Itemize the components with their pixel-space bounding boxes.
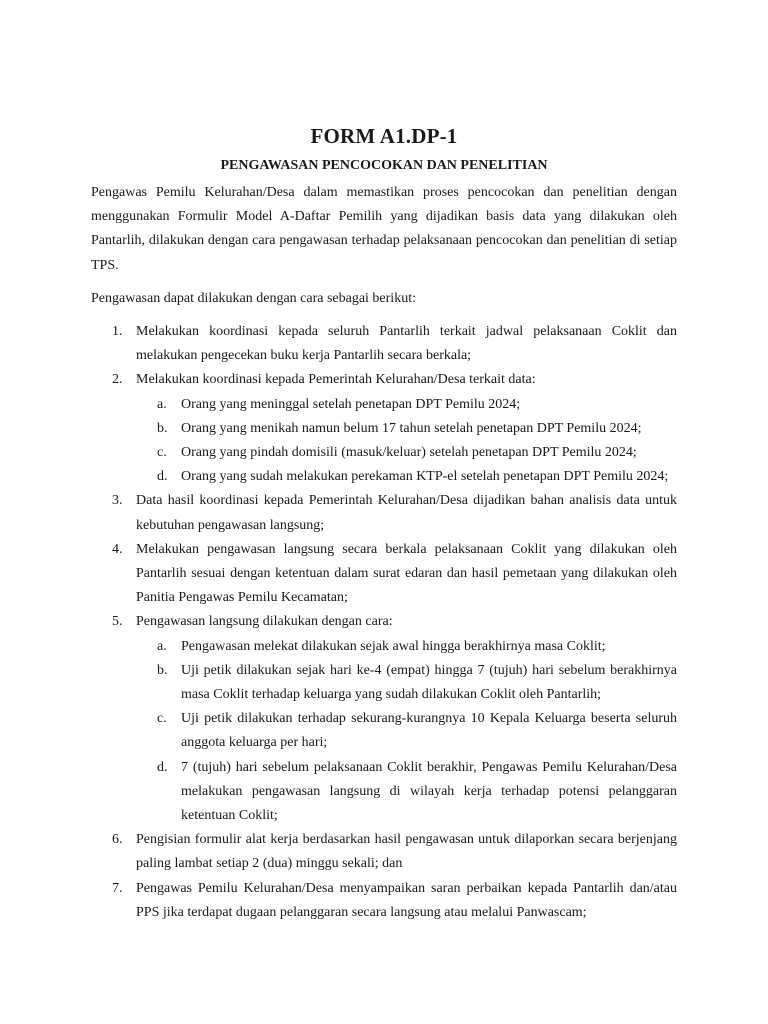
sub-list-item bbox=[136, 707, 677, 755]
sub-item-letter: b. bbox=[157, 420, 168, 436]
sub-list-item bbox=[136, 417, 677, 441]
sub-item-text: Uji petik dilakukan terhadap sekurang-kurangnya 10 Kepala Keluarga beserta seluruh anggota keluarga per hari; bbox=[181, 711, 677, 751]
item-text: Melakukan koordinasi kepada Pemerintah Kelurahan/Desa terkait data: bbox=[136, 372, 536, 388]
sub-list-item bbox=[136, 756, 677, 829]
sub-item-letter: a. bbox=[157, 396, 167, 412]
sub-item-text: 7 (tujuh) hari sebelum pelaksanaan Coklit berakhir, Pengawas Pemilu Kelurahan/Desa melakukan pengawasan langsung di wilayah kerja terhadap potensi pelanggaran ketentuan Coklit; bbox=[181, 759, 677, 824]
sub-list-item bbox=[136, 441, 677, 465]
item-text: Melakukan koordinasi kepada seluruh Pantarlih terkait jadwal pelaksanaan Coklit dan melakukan pengecekan buku kerja Pantarlih secara berkala; bbox=[136, 324, 677, 364]
sub-list-item bbox=[136, 659, 677, 707]
lead-paragraph: Pengawasan dapat dilakukan dengan cara sebagai berikut: bbox=[91, 290, 416, 306]
sub-item-letter: c. bbox=[157, 445, 167, 461]
sub-list-item bbox=[136, 635, 677, 659]
list-item bbox=[91, 489, 677, 537]
item-number: 7. bbox=[112, 880, 123, 896]
sub-item-text: Orang yang pindah domisili (masuk/keluar) setelah penetapan DPT Pemilu 2024; bbox=[181, 445, 637, 461]
sub-item-text: Pengawasan melekat dilakukan sejak awal hingga berakhirnya masa Coklit; bbox=[181, 638, 606, 654]
item-text: Pengawas Pemilu Kelurahan/Desa menyampaikan saran perbaikan kepada Pantarlih dan/atau PPS jika terdapat dugaan pelanggaran secara langsung atau melalui Panwascam; bbox=[136, 880, 677, 920]
sub-item-text: Orang yang sudah melakukan perekaman KTP-el setelah penetapan DPT Pemilu 2024; bbox=[181, 469, 669, 485]
sub-item-letter: b. bbox=[157, 662, 168, 678]
item-text: Pengisian formulir alat kerja berdasarkan hasil pengawasan untuk dilaporkan secara berjenjang paling lambat setiap 2 (dua) minggu sekali; dan bbox=[136, 832, 677, 872]
item-text: Data hasil koordinasi kepada Pemerintah Kelurahan/Desa dijadikan bahan analisis data untuk kebutuhan pengawasan langsung; bbox=[136, 493, 677, 533]
sub-list bbox=[136, 635, 677, 829]
item-number: 2. bbox=[112, 372, 123, 388]
list-item bbox=[91, 538, 677, 611]
item-number: 3. bbox=[112, 493, 123, 509]
item-number: 4. bbox=[112, 541, 123, 557]
sub-list-item bbox=[136, 465, 677, 489]
form-subtitle: PENGAWASAN PENCOCOKAN DAN PENELITIAN bbox=[220, 158, 548, 173]
sub-item-text: Orang yang menikah namun belum 17 tahun setelah penetapan DPT Pemilu 2024; bbox=[181, 420, 642, 436]
sub-item-letter: c. bbox=[157, 711, 167, 727]
sub-list bbox=[136, 393, 677, 490]
item-number: 5. bbox=[112, 614, 123, 630]
list-item bbox=[91, 320, 677, 368]
intro-paragraph: Pengawas Pemilu Kelurahan/Desa dalam memastikan proses pencocokan dan penelitian dengan menggunakan Formulir Model A-Daftar Pemilih yang dijadikan basis data yang dilakukan oleh Pantarlih, dilakukan dengan cara pengawasan terhadap pelaksanaan pencocokan dan penelitian di setiap TPS. bbox=[91, 185, 677, 273]
sub-item-letter: a. bbox=[157, 638, 167, 654]
list-item bbox=[91, 368, 677, 489]
sub-item-letter: d. bbox=[157, 469, 168, 485]
item-number: 1. bbox=[112, 324, 123, 340]
procedure-list bbox=[91, 320, 677, 925]
sub-item-text: Orang yang meninggal setelah penetapan DPT Pemilu 2024; bbox=[181, 396, 521, 412]
list-item bbox=[91, 877, 677, 925]
list-item bbox=[91, 610, 677, 828]
sub-item-letter: d. bbox=[157, 759, 168, 775]
document-body bbox=[91, 181, 677, 925]
item-text: Melakukan pengawasan langsung secara berkala pelaksanaan Coklit yang dilakukan oleh Pantarlih sesuai dengan ketentuan dalam surat edaran dan hasil pemetaan yang dilakukan oleh Panitia Pengawas Pemilu Kecamatan; bbox=[136, 541, 677, 606]
item-number: 6. bbox=[112, 832, 123, 848]
form-title: FORM A1.DP-1 bbox=[310, 124, 458, 148]
item-text: Pengawasan langsung dilakukan dengan cara: bbox=[136, 614, 393, 630]
sub-item-text: Uji petik dilakukan sejak hari ke-4 (empat) hingga 7 (tujuh) hari sebelum berakhirnya masa Coklit terhadap keluarga yang sudah dilakukan Coklit oleh Pantarlih; bbox=[181, 662, 677, 703]
list-item bbox=[91, 828, 677, 876]
sub-list-item bbox=[136, 393, 677, 417]
